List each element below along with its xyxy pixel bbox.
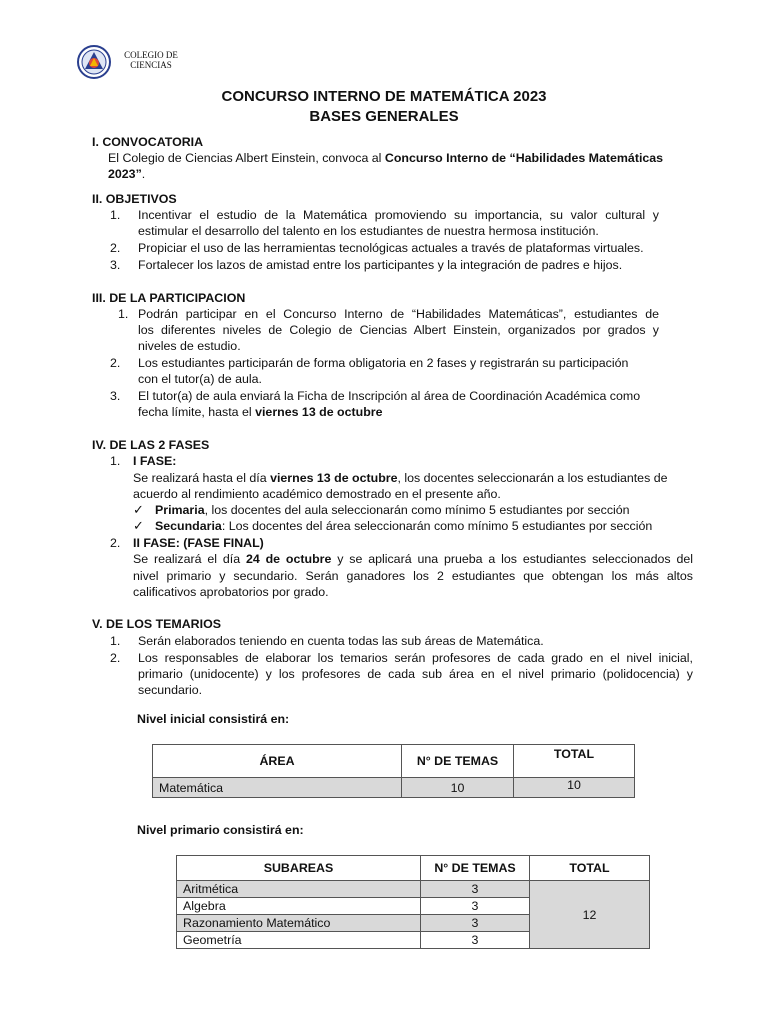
list-item-cont: con el tutor(a) de aula. [138, 372, 262, 386]
table-cell: 10 [402, 778, 514, 798]
list-number: 2. [110, 536, 121, 550]
checkmark-icon: ✓ [133, 518, 144, 533]
phase-1-secundaria: Secundaria: Los docentes del área seleccionarán como mínimo 5 estudiantes por sección [155, 519, 653, 533]
table-cell: Razonamiento Matemático [177, 915, 421, 932]
list-number: 1. [110, 454, 121, 468]
section-2-heading: II. OBJETIVOS [92, 192, 177, 206]
table-header: ÁREA [153, 745, 402, 778]
list-number: 1. [110, 634, 121, 648]
list-item: Incentivar el estudio de la Matemática promoviendo su importancia, su valor cultural y [138, 208, 659, 222]
table-cell: 10 [514, 778, 635, 798]
table-cell: Geometría [177, 932, 421, 949]
school-logo [76, 44, 276, 80]
list-item: Los responsables de elaborar los temarios serán profesores de cada grado en el nivel inicial, [138, 651, 693, 665]
list-number: 3. [110, 389, 121, 403]
document-title: CONCURSO INTERNO DE MATEMÁTICA 2023 [221, 88, 547, 105]
table-cell: Algebra [177, 898, 421, 915]
table-header: N° DE TEMAS [421, 856, 530, 881]
list-item: Serán elaborados teniendo en cuenta todas las sub áreas de Matemática. [138, 634, 544, 648]
nivel-primario-table [176, 855, 650, 949]
phase-2-text: Se realizará el día 24 de octubre y se aplicará una prueba a los estudiantes seleccionados del [133, 552, 693, 566]
list-number: 1. [110, 208, 121, 222]
section-1-text-cont: 2023”. [108, 167, 146, 181]
list-number: 2. [110, 241, 121, 255]
table-cell: 3 [421, 932, 530, 949]
section-3-heading: III. DE LA PARTICIPACION [92, 291, 246, 305]
section-4-heading: IV. DE LAS 2 FASES [92, 438, 210, 452]
nivel-inicial-label: Nivel inicial consistirá en: [137, 712, 290, 726]
table-cell: 3 [421, 881, 530, 898]
document-subtitle: BASES GENERALES [309, 108, 459, 125]
table-header: TOTAL [530, 856, 650, 881]
checkmark-icon: ✓ [133, 502, 144, 517]
list-number: 1. [118, 307, 129, 321]
section-1-heading: I. CONVOCATORIA [92, 135, 204, 149]
phase-1-text-cont: acuerdo al rendimiento académico demostrado en el presente año. [133, 487, 501, 501]
list-number: 3. [110, 258, 121, 272]
table-cell: Matemática [153, 778, 402, 798]
table-total-cell: 12 [530, 881, 650, 949]
school-crest-icon [76, 44, 112, 80]
phase-1-text: Se realizará hasta el día viernes 13 de octubre, los docentes seleccionarán a los estudiantes de [133, 471, 668, 485]
table-header: TOTAL [514, 745, 635, 778]
list-item-cont: los diferentes niveles de Colegio de Ciencias Albert Einstein, organizados por grados y [138, 323, 659, 337]
list-item-cont: fecha límite, hasta el viernes 13 de octubre [138, 405, 383, 419]
phase-2-text-cont: nivel primario y secundario. Serán ganadores los 2 estudiantes que obtengan los más altos [133, 569, 693, 583]
phase-2-text-cont: calificativos aprobatorios por grado. [133, 585, 329, 599]
section-1-text: El Colegio de Ciencias Albert Einstein, convoca al Concurso Interno de “Habilidades Matemáticas [108, 151, 664, 165]
nivel-primario-label: Nivel primario consistirá en: [137, 823, 304, 837]
phase-1-title: I FASE: [133, 454, 177, 468]
list-item-cont: niveles de estudio. [138, 339, 241, 353]
table-header: SUBAREAS [177, 856, 421, 881]
list-item: Fortalecer los lazos de amistad entre los participantes y la integración de padres e hijos. [138, 258, 623, 272]
section-5-heading: V. DE LOS TEMARIOS [92, 617, 221, 631]
logo-text: COLEGIO DE CIENCIAS [124, 50, 178, 70]
list-item: Los estudiantes participarán de forma obligatoria en 2 fases y registrarán su participación [138, 356, 629, 370]
list-item: Propiciar el uso de las herramientas tecnológicas actuales a través de plataformas virtuales. [138, 241, 644, 255]
list-item-cont: primario (unidocente) y los profesores de cada sub área en el nivel primario (polidocencia) y [138, 667, 693, 681]
list-item-cont: secundario. [138, 683, 203, 697]
nivel-inicial-table [152, 744, 635, 798]
table-cell: Aritmética [177, 881, 421, 898]
list-item: Podrán participar en el Concurso Interno de “Habilidades Matemáticas”, estudiantes de [138, 307, 659, 321]
list-number: 2. [110, 356, 121, 370]
table-header: N° DE TEMAS [402, 745, 514, 778]
phase-2-title: II FASE: (FASE FINAL) [133, 536, 264, 550]
table-cell: 3 [421, 915, 530, 932]
table-cell: 3 [421, 898, 530, 915]
list-item-cont: estimular el desarrollo del talento en los estudiantes de nuestra hermosa institución. [138, 224, 599, 238]
list-item: El tutor(a) de aula enviará la Ficha de Inscripción al área de Coordinación Académica como [138, 389, 641, 403]
phase-1-primaria: Primaria, los docentes del aula seleccionarán como mínimo 5 estudiantes por sección [155, 503, 630, 517]
list-number: 2. [110, 651, 121, 665]
